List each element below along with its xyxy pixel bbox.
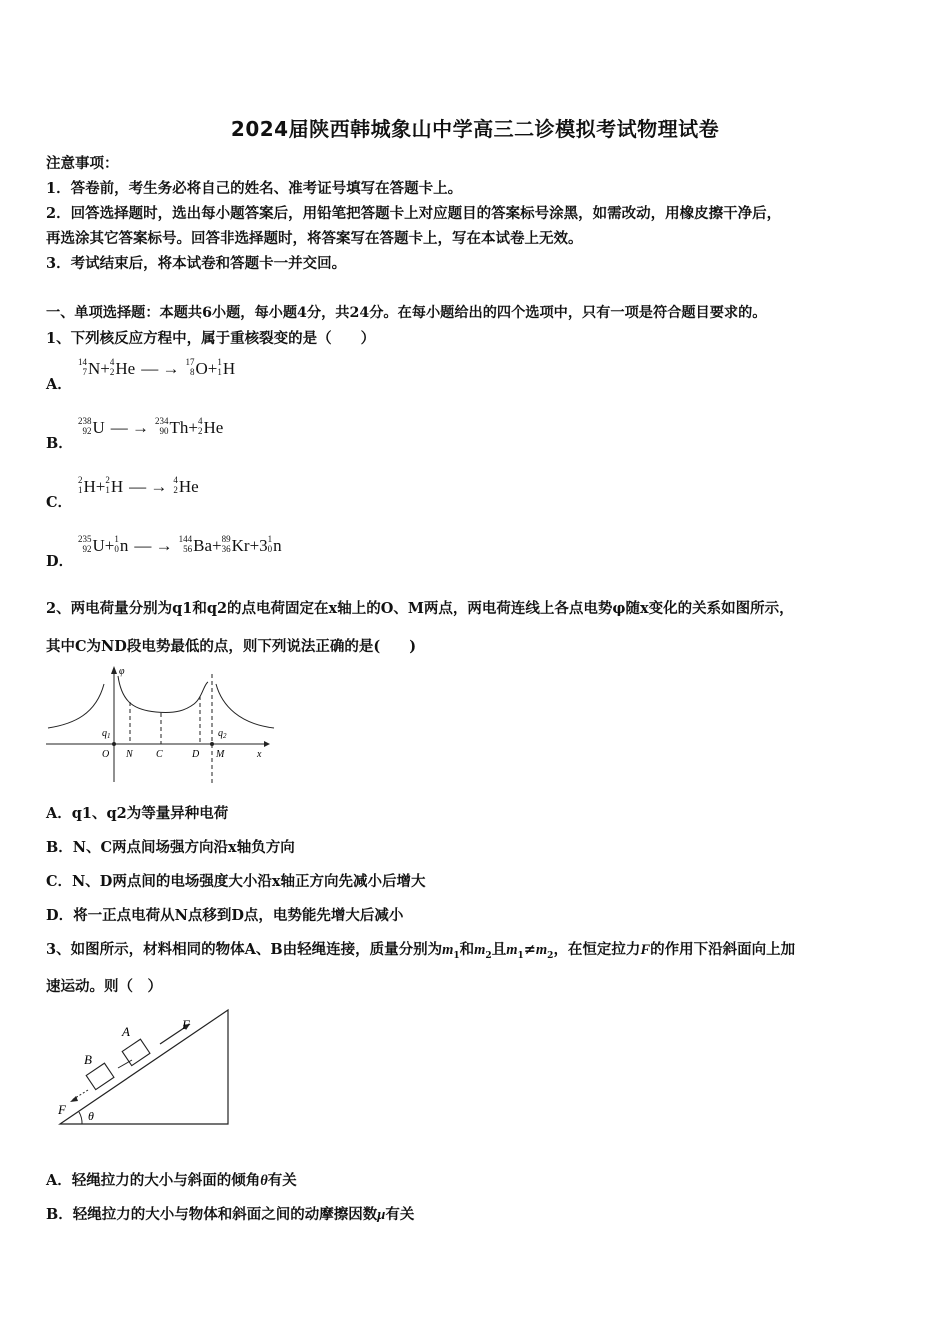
- q1-option-c-label: C．: [46, 494, 73, 511]
- phi-label: φ: [119, 666, 125, 677]
- point-label-n: N: [126, 749, 133, 760]
- nuclide: 4 2 He: [173, 475, 199, 497]
- nuclide: 14 7 N: [78, 357, 101, 379]
- block-b: [86, 1063, 114, 1089]
- section-heading: 一、单项选择题：本题共6小题，每小题4分，共24分。在每小题给出的四个选项中，只有一项是符合题目要求的。: [46, 305, 767, 321]
- incline-triangle: [60, 1010, 228, 1124]
- x-label: x: [257, 749, 262, 760]
- exam-title: 2024届陕西韩城象山中学高三二诊模拟考试物理试卷: [230, 117, 720, 141]
- q1-option-b-label: B．: [46, 435, 73, 452]
- potential-curve-right: [216, 684, 274, 728]
- label-b: B: [84, 1052, 92, 1067]
- theta-arc: [79, 1112, 82, 1124]
- notice-item-3: 3．考试结束后，将本试卷和答题卡一并交回。: [46, 255, 347, 272]
- q2-option-a: A．q1、q2为等量异种电荷: [46, 805, 229, 822]
- q1-option-d-label: D．: [46, 553, 74, 570]
- q2-stem-line2: 其中C为ND段电势最低的点，则下列说法正确的是( ): [46, 638, 417, 655]
- q1-stem: 1、下列核反应方程中，属于重核裂变的是（ ）: [46, 330, 376, 347]
- q1-dot: [112, 742, 116, 746]
- x-axis-arrow: [264, 741, 270, 747]
- q1-label: $q_1$: [102, 728, 111, 740]
- label-theta: θ: [88, 1109, 94, 1123]
- nuclide: 238 92 U: [78, 416, 105, 438]
- incline-diagram: [52, 1004, 234, 1128]
- q2-stem-line1: 2、两电荷量分别为q1和q2的点电荷固定在x轴上的O、M两点，两电荷连线上各点电势φ随x变化的关系如图所示，: [46, 600, 794, 617]
- reaction-arrow: — →: [134, 536, 173, 556]
- notice-item-2: 2．回答选择题时，选出每小题答案后，用铅笔把答题卡上对应题目的答案标号涂黑，如需改动，用橡皮擦干净后，: [46, 205, 782, 222]
- reaction-arrow: — →: [141, 359, 180, 379]
- notice-item-1: 1．答卷前，考生务必将自己的姓名、准考证号填写在答题卡上。: [46, 180, 463, 197]
- point-label-o: O: [102, 749, 110, 760]
- rope: [118, 1060, 132, 1068]
- q2-option-d: D．将一正点电荷从N点移到D点，电势能先增大后减小: [46, 907, 404, 924]
- q3-stem-line1: 3、如图所示，材料相同的物体A、B由轻绳连接，质量分别为$m_1$和$m_2$且$m_1\ne m_2$，在恒定拉力F的作用下沿斜面向上加: [46, 941, 796, 961]
- nuclide: 234 90 Th: [155, 416, 189, 438]
- nuclide: 235 92 U: [78, 534, 105, 556]
- q3-option-b: B．轻绳拉力的大小与物体和斜面之间的动摩擦因数μ有关: [46, 1206, 415, 1223]
- nuclide: 1 0 n: [114, 534, 129, 556]
- q1-option-d-equation: 235 92 U+ 1 0 n — → 144 56 Ba+ 89 36 Kr+3 1 0 n: [78, 534, 282, 556]
- point-label-m: M: [216, 749, 225, 760]
- nuclide: 17 8 O: [185, 357, 208, 379]
- nuclide: 1 0 n: [267, 534, 282, 556]
- nuclide: 2 1 H: [105, 475, 124, 497]
- q1-option-a-equation: 14 7 N+ 4 2 He — → 17 8 O+ 1 1 H: [78, 357, 236, 379]
- q2-option-b: B．N、C两点间场强方向沿x轴负方向: [46, 839, 295, 856]
- potential-curve-left: [48, 684, 104, 728]
- q3-stem-line2: 速运动。则（ ）: [46, 978, 162, 995]
- nuclide: 89 36 Kr: [221, 534, 250, 556]
- q3-option-a: A．轻绳拉力的大小与斜面的倾角θ有关: [46, 1172, 297, 1189]
- label-a: A: [122, 1024, 130, 1039]
- notice-item-2-cont: 再选涂其它答案标号。回答非选择题时，将答案写在答题卡上，写在本试卷上无效。: [46, 230, 583, 247]
- reaction-arrow: — →: [129, 477, 168, 497]
- q2-dot: [210, 742, 214, 746]
- nuclide: 144 56 Ba: [178, 534, 213, 556]
- point-label-c: C: [156, 749, 163, 760]
- q1-option-b-equation: 238 92 U — → 234 90 Th+ 4 2 He: [78, 416, 224, 438]
- q1-option-a-label: A．: [46, 376, 72, 393]
- block-a: [122, 1039, 150, 1065]
- q2-option-c: C．N、D两点间的电场强度大小沿x轴正方向先减小后增大: [46, 873, 426, 890]
- phi-axis-arrow: [111, 666, 117, 674]
- label-f-top: F: [182, 1017, 190, 1032]
- potential-graph: [44, 662, 276, 786]
- nuclide: 2 1 H: [78, 475, 96, 497]
- reaction-arrow: — →: [110, 418, 150, 438]
- potential-curve-middle: [118, 676, 208, 713]
- q2-label: $q_2$: [218, 728, 227, 740]
- nuclide: 1 1 H: [217, 357, 236, 379]
- nuclide: 4 2 He: [109, 357, 136, 379]
- notice-heading: 注意事项：: [46, 155, 119, 172]
- nuclide: 4 2 He: [198, 416, 224, 438]
- point-label-d: D: [192, 749, 200, 760]
- label-f-bottom: F: [58, 1102, 66, 1117]
- q1-option-c-equation: 2 1 H+ 2 1 H — → 4 2 He: [78, 475, 199, 497]
